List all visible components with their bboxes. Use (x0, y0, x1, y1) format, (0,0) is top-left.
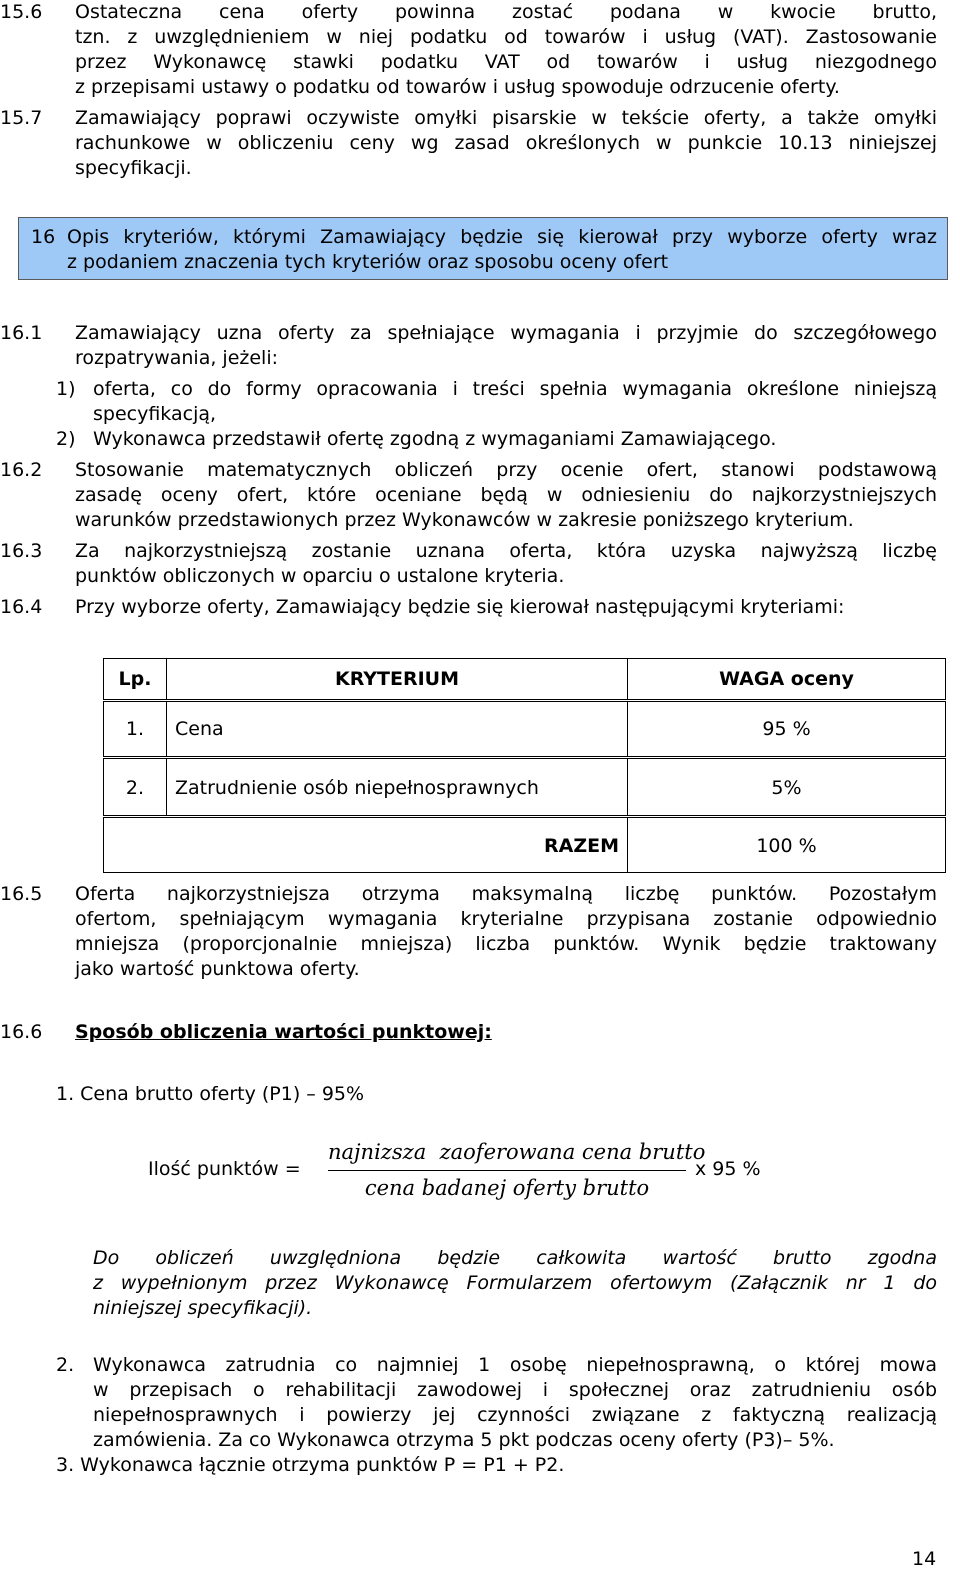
point-number: 2. (56, 1354, 75, 1376)
section-number: 16.1 (0, 322, 43, 344)
paragraph-line: ofertom, spełniającym wymagania kryterialne przypisana zostanie odpowiednio (75, 908, 937, 930)
paragraph-line: Za najkorzystniejszą zostanie uznana oferta, która uzyska najwyższą liczbę (75, 540, 937, 562)
paragraph-line: zasadę oceny ofert, które oceniane będą w odniesieniu do najkorzystniejszych (75, 484, 937, 506)
paragraph-line: specyfikacji. (75, 157, 192, 179)
table-cell-criterion: Zatrudnienie osób niepełnosprawnych (175, 777, 539, 799)
paragraph-line: Oferta najkorzystniejsza otrzyma maksymalną liczbę punktów. Pozostałym (75, 883, 937, 905)
paragraph-line: rachunkowe w obliczeniu ceny wg zasad określonych w punkcie 10.13 niniejszej (75, 132, 937, 154)
section-number: 16.6 (0, 1021, 43, 1043)
paragraph-line: Przy wyborze oferty, Zamawiający będzie się kierował następującymi kryteriami: (75, 596, 845, 618)
paragraph-line: punktów obliczonych w oparciu o ustalone kryteria. (75, 565, 565, 587)
point-title: 1. Cena brutto oferty (P1) – 95% (56, 1083, 365, 1105)
table-cell-criterion: Cena (175, 718, 224, 740)
section-number: 16.3 (0, 540, 43, 562)
column-header-criterion: KRYTERIUM (334, 668, 460, 690)
paragraph-line: Zamawiający poprawi oczywiste omyłki pisarskie w tekście oferty, a także omyłki (75, 107, 937, 129)
table-total-label: RAZEM (544, 835, 619, 857)
table-cell-weight: 5% (771, 777, 802, 799)
table-row (166, 701, 628, 757)
section-number: 15.7 (0, 107, 43, 129)
heading-line: Opis kryteriów, którymi Zamawiający będzie się kierował przy wyborze oferty wraz (67, 226, 937, 248)
paragraph-line: Wykonawca zatrudnia co najmniej 1 osobę niepełnosprawną, o której mowa (93, 1354, 937, 1376)
paragraph-line: z przepisami ustawy o podatku od towarów i usług spowoduje odrzucenie oferty. (75, 76, 840, 98)
table-cell-weight: 95 % (762, 718, 811, 740)
formula-multiplier: x 95 % (695, 1158, 761, 1180)
column-header-weight: WAGA oceny (719, 668, 854, 690)
paragraph-line: tzn. z uwzględnieniem w niej podatku od towarów i usług (VAT). Zastosowanie (75, 26, 937, 48)
section-number: 15.6 (0, 1, 43, 23)
list-item-line: oferta, co do formy opracowania i treści spełnia wymagania określone niniejszą (93, 378, 937, 400)
section-number: 16.5 (0, 883, 43, 905)
paragraph-line: Stosowanie matematycznych obliczeń przy ocenie ofert, stanowi podstawową (75, 459, 937, 481)
paragraph-line: zamówienia. Za co Wykonawca otrzyma 5 pkt podczas oceny oferty (P3)– 5%. (93, 1429, 835, 1451)
formula-denominator: cena badanej oferty brutto (364, 1176, 650, 1200)
formula-numerator: najnizsza zaoferowana cena brutto (328, 1140, 706, 1164)
paragraph-line: w przepisach o rehabilitacji zawodowej i społecznej oraz zatrudnieniu osób (93, 1379, 937, 1401)
list-item-line: specyfikacją, (93, 403, 217, 425)
note-line: z wypełnionym przez Wykonawcę Formularzem ofertowym (Załącznik nr 1 do (93, 1272, 937, 1294)
fraction-bar (328, 1170, 686, 1171)
table-cell-lp: 1. (125, 718, 145, 740)
heading-line: z podaniem znaczenia tych kryteriów oraz sposobu oceny ofert (67, 251, 669, 273)
page-number: 14 (912, 1548, 937, 1570)
section-number: 16.4 (0, 596, 43, 618)
note-line: niniejszej specyfikacji). (93, 1297, 313, 1319)
column-header-lp: Lp. (118, 668, 152, 690)
paragraph-line: warunków przedstawionych przez Wykonawców w zakresie poniższego kryterium. (75, 509, 854, 531)
paragraph-line: Ostateczna cena oferty powinna zostać podana w kwocie brutto, (75, 1, 937, 23)
note-line: Do obliczeń uwzględniona będzie całkowita wartość brutto zgodna (93, 1247, 937, 1269)
paragraph-line: mniejsza (proporcjonalnie mniejsza) liczba punktów. Wynik będzie traktowany (75, 933, 937, 955)
paragraph-line: jako wartość punktowa oferty. (75, 958, 360, 980)
paragraph-line: przez Wykonawcę stawki podatku VAT od towarów i usług niezgodnego (75, 51, 937, 73)
table-total-value: 100 % (756, 835, 817, 857)
list-item-line: Wykonawca przedstawił ofertę zgodną z wymaganiami Zamawiającego. (93, 428, 777, 450)
list-item-number: 2) (56, 428, 76, 450)
section-title: Sposób obliczenia wartości punktowej: (75, 1021, 492, 1043)
table-cell-lp: 2. (125, 777, 145, 799)
paragraph-line: rozpatrywania, jeżeli: (75, 347, 279, 369)
heading-number: 16 (31, 226, 56, 248)
paragraph-line: Zamawiający uzna oferty za spełniające wymagania i przyjmie do szczegółowego (75, 322, 937, 344)
list-item-number: 1) (56, 378, 76, 400)
formula-lhs: Ilość punktów = (148, 1158, 301, 1180)
point-text: 3. Wykonawca łącznie otrzyma punktów P = P1 + P2. (56, 1454, 565, 1476)
paragraph-line: niepełnosprawnych i powierzy jej czynności związane z faktyczną realizacją (93, 1404, 937, 1426)
section-number: 16.2 (0, 459, 43, 481)
